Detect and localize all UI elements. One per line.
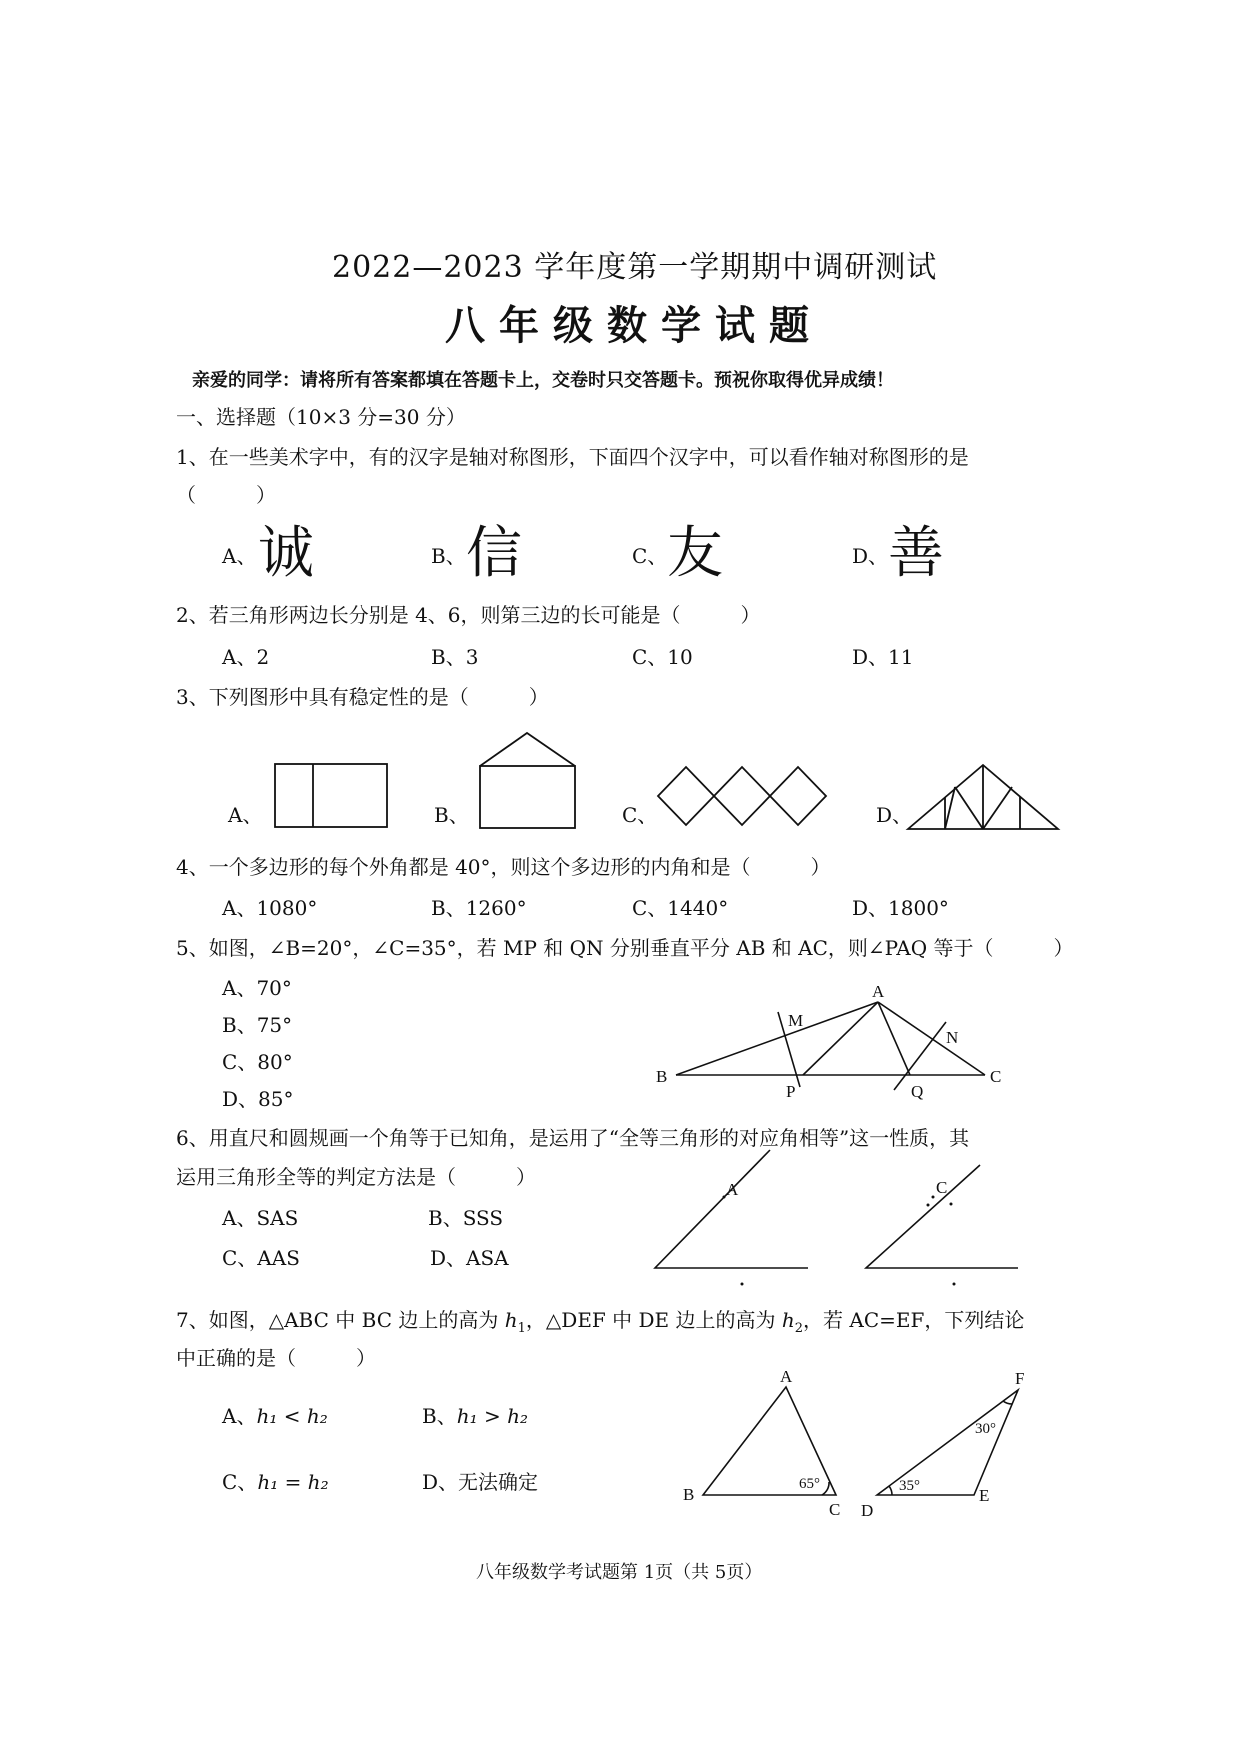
q7-option-label: C、	[222, 1470, 258, 1494]
q1-option-label: B、	[431, 544, 466, 568]
q7-option-label: D、	[422, 1470, 459, 1494]
q7-h2-sub: 2	[794, 1321, 804, 1336]
q7-option-label: A、	[222, 1404, 257, 1428]
q6-label-a: A	[726, 1180, 739, 1199]
q5-text: 5、如图，∠B=20°，∠C=35°，若 MP 和 QN 分别垂直平分 AB 和 AC，则∠PAQ 等于（ ）	[176, 936, 1074, 960]
q7-angle-35: 35°	[899, 1478, 920, 1494]
q5-option-b: B、75°	[222, 1013, 293, 1037]
q5-option-a: A、70°	[222, 976, 292, 1000]
q5-label-c: C	[990, 1067, 1002, 1086]
q7-label-e: E	[979, 1486, 990, 1505]
q7-option-label: B、	[422, 1404, 457, 1428]
page-footer: 八年级数学考试题第 1页（共 5页）	[476, 1562, 763, 1583]
q7-angle-65: 65°	[799, 1476, 820, 1492]
q5-option-c: C、80°	[222, 1050, 293, 1074]
q5-label-q: Q	[911, 1082, 924, 1101]
q7-label-a: A	[780, 1367, 793, 1386]
q4-text: 4、一个多边形的每个外角都是 40°，则这个多边形的内角和是（ ）	[176, 855, 831, 879]
q2-option-a: A、2	[222, 645, 270, 669]
q4-option-b: B、1260°	[431, 896, 527, 920]
q7-text-line2: 中正确的是（ ）	[176, 1346, 376, 1370]
q7-angle-arc-f	[1003, 1401, 1012, 1404]
q1-text: 1、在一些美术字中，有的汉字是轴对称图形，下面四个汉字中，可以看作轴对称图形的是	[176, 445, 969, 469]
q4-option-d: D、1800°	[852, 896, 949, 920]
q5-label-b: B	[656, 1067, 668, 1086]
q3-option-a: A、	[228, 803, 263, 827]
q7-angle-30: 30°	[975, 1421, 996, 1437]
q7-label-d: D	[861, 1501, 874, 1520]
section-heading: 一、选择题（10×3 分=30 分）	[176, 405, 466, 429]
exam-subtitle: 八年级数学试题	[445, 302, 823, 349]
q5-option-d: D、85°	[222, 1087, 294, 1111]
q5-label-m: M	[788, 1011, 804, 1030]
q6-option-d: D、ASA	[430, 1246, 509, 1270]
q7-h1-sub: 1	[517, 1321, 526, 1336]
q5-label-p: P	[786, 1082, 796, 1101]
q7-text-post: ，若 AC=EF，下列结论	[803, 1308, 1025, 1332]
q1-option-char: 友	[667, 521, 723, 586]
q6-text: 6、用直尺和圆规画一个角等于已知角，是运用了“全等三角形的对应角相等”这一性质，其	[176, 1126, 970, 1150]
q1-option-label: D、	[852, 544, 889, 568]
q5-label-a: A	[872, 982, 885, 1001]
q7-h2: h	[781, 1308, 795, 1332]
q7-angle-arc-c	[822, 1482, 829, 1495]
q1-option-char: 信	[466, 521, 522, 586]
q3-option-b: B、	[434, 803, 469, 827]
q1-option-char: 诚	[258, 521, 314, 586]
q6-option-b: B、SSS	[428, 1206, 504, 1230]
q2-option-c: C、10	[632, 645, 693, 669]
q2-option-d: D、11	[852, 645, 914, 669]
q3-option-d: D、	[876, 803, 913, 827]
q7-label-f: F	[1015, 1369, 1025, 1388]
q1-option-label: A、	[222, 544, 257, 568]
q7-option-expr: h₁ > h₂	[456, 1404, 528, 1428]
q7-text-pre: 7、如图，△ABC 中 BC 边上的高为	[176, 1308, 505, 1332]
q1-option-label: C、	[632, 544, 668, 568]
q1-option-char: 善	[888, 521, 944, 586]
q7-h1: h	[504, 1308, 518, 1332]
q7-angle-arc-d	[889, 1486, 892, 1495]
q4-option-a: A、1080°	[222, 896, 318, 920]
q6-label-c: C	[936, 1178, 948, 1197]
q2-text: 2、若三角形两边长分别是 4、6，则第三边的长可能是（ ）	[176, 603, 761, 627]
q7-option-expr: h₁ = h₂	[257, 1470, 329, 1494]
q4-option-c: C、1440°	[632, 896, 729, 920]
q6-text-line2: 运用三角形全等的判定方法是（ ）	[176, 1165, 536, 1189]
q7-text-mid: ，△DEF 中 DE 边上的高为	[525, 1308, 782, 1332]
notice: 亲爱的同学：请将所有答案都填在答题卡上，交卷时只交答题卡。预祝你取得优异成绩！	[192, 370, 894, 391]
q7-option-expr: 无法确定	[458, 1470, 539, 1494]
q2-option-b: B、3	[431, 645, 479, 669]
exam-title: 2022—2023 学年度第一学期期中调研测试	[332, 250, 938, 285]
q5-label-n: N	[946, 1028, 959, 1047]
q6-option-a: A、SAS	[222, 1206, 299, 1230]
q3-option-c: C、	[622, 803, 658, 827]
q1-bracket: （ ）	[176, 483, 276, 507]
q3-text: 3、下列图形中具有稳定性的是（ ）	[176, 685, 549, 709]
q7-label-b: B	[683, 1485, 695, 1504]
q7-label-c: C	[829, 1500, 841, 1519]
q7-option-expr: h₁ < h₂	[256, 1404, 328, 1428]
q6-option-c: C、AAS	[222, 1246, 300, 1270]
